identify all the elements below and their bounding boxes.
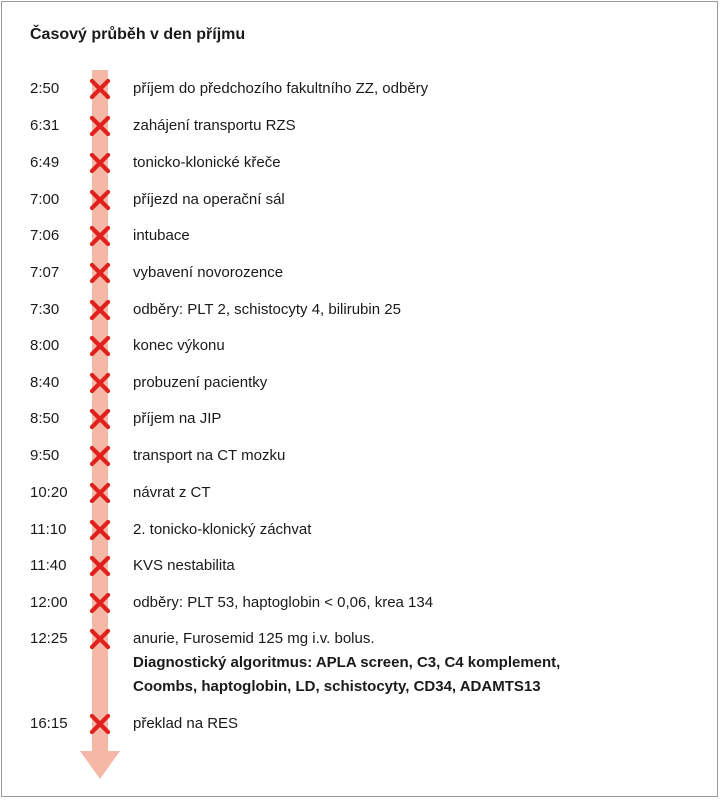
timeline-event xyxy=(0,481,721,505)
timeline-event xyxy=(0,712,721,736)
event-description: návrat z CT xyxy=(133,484,211,501)
event-time: 6:49 xyxy=(30,154,60,171)
event-time: 16:15 xyxy=(30,715,68,732)
figure-title: Časový průběh v den příjmu xyxy=(30,26,246,43)
event-description: vybavení novorozence xyxy=(133,264,284,281)
event-time: 2:50 xyxy=(30,80,60,97)
timeline-event xyxy=(0,518,721,542)
timeline-event xyxy=(0,444,721,468)
event-time: 7:00 xyxy=(30,191,60,208)
timeline-event xyxy=(0,554,721,578)
cross-icon xyxy=(89,713,111,735)
cross-icon xyxy=(89,152,111,174)
timeline-event xyxy=(0,627,721,695)
timeline-event xyxy=(0,371,721,395)
event-time: 12:00 xyxy=(30,594,68,611)
event-description: příjem do předchozího fakultního ZZ, odběry xyxy=(133,80,429,97)
event-time: 11:40 xyxy=(30,557,67,574)
timeline-event xyxy=(0,188,721,212)
event-time: 8:00 xyxy=(30,337,60,354)
cross-icon xyxy=(89,335,111,357)
timeline-event xyxy=(0,114,721,138)
event-description: překlad na RES xyxy=(133,715,239,732)
timeline-event xyxy=(0,334,721,358)
timeline-event xyxy=(0,298,721,322)
event-time: 11:10 xyxy=(30,521,67,538)
timeline-event xyxy=(0,77,721,101)
event-time: 8:40 xyxy=(30,374,60,391)
event-time: 10:20 xyxy=(30,484,68,501)
event-description: zahájení transportu RZS xyxy=(133,117,296,134)
event-description: transport na CT mozku xyxy=(133,447,286,464)
cross-icon xyxy=(89,519,111,541)
cross-icon xyxy=(89,592,111,614)
cross-icon xyxy=(89,78,111,100)
event-description: příjezd na operační sál xyxy=(133,191,285,208)
event-description: 2. tonicko-klonický záchvat xyxy=(133,521,312,538)
cross-icon xyxy=(89,299,111,321)
event-description: příjem na JIP xyxy=(133,410,222,427)
event-description: tonicko-klonické křeče xyxy=(133,154,281,171)
cross-icon xyxy=(89,262,111,284)
event-time: 7:06 xyxy=(30,227,60,244)
cross-icon xyxy=(89,482,111,504)
event-description: odběry: PLT 53, haptoglobin < 0,06, krea 134 xyxy=(133,594,434,611)
event-description: konec výkonu xyxy=(133,337,225,354)
cross-icon xyxy=(89,115,111,137)
cross-icon xyxy=(89,628,111,650)
cross-icon xyxy=(89,189,111,211)
event-time: 7:30 xyxy=(30,301,60,318)
cross-icon xyxy=(89,372,111,394)
cross-icon xyxy=(89,555,111,577)
timeline-event xyxy=(0,407,721,431)
cross-icon xyxy=(89,445,111,467)
event-time: 9:50 xyxy=(30,447,60,464)
event-time: 7:07 xyxy=(30,264,60,281)
event-diagnostic-note: Diagnostický algoritmus: APLA screen, C3, C4 komplement, xyxy=(133,654,561,671)
timeline-arrow-head-icon xyxy=(80,751,120,779)
cross-icon xyxy=(89,225,111,247)
event-description: probuzení pacientky xyxy=(133,374,268,391)
event-description: intubace xyxy=(133,227,190,244)
timeline-event xyxy=(0,261,721,285)
event-time: 12:25 xyxy=(30,630,68,647)
event-description: odběry: PLT 2, schistocyty 4, bilirubin 25 xyxy=(133,301,401,318)
timeline-event xyxy=(0,224,721,248)
event-description: KVS nestabilita xyxy=(133,557,235,574)
event-time: 6:31 xyxy=(30,117,60,134)
timeline-event xyxy=(0,151,721,175)
event-diagnostic-note: Coombs, haptoglobin, LD, schistocyty, CD34, ADAMTS13 xyxy=(133,678,541,695)
timeline-event xyxy=(0,591,721,615)
cross-icon xyxy=(89,408,111,430)
event-time: 8:50 xyxy=(30,410,60,427)
event-description: anurie, Furosemid 125 mg i.v. bolus. xyxy=(133,630,375,647)
